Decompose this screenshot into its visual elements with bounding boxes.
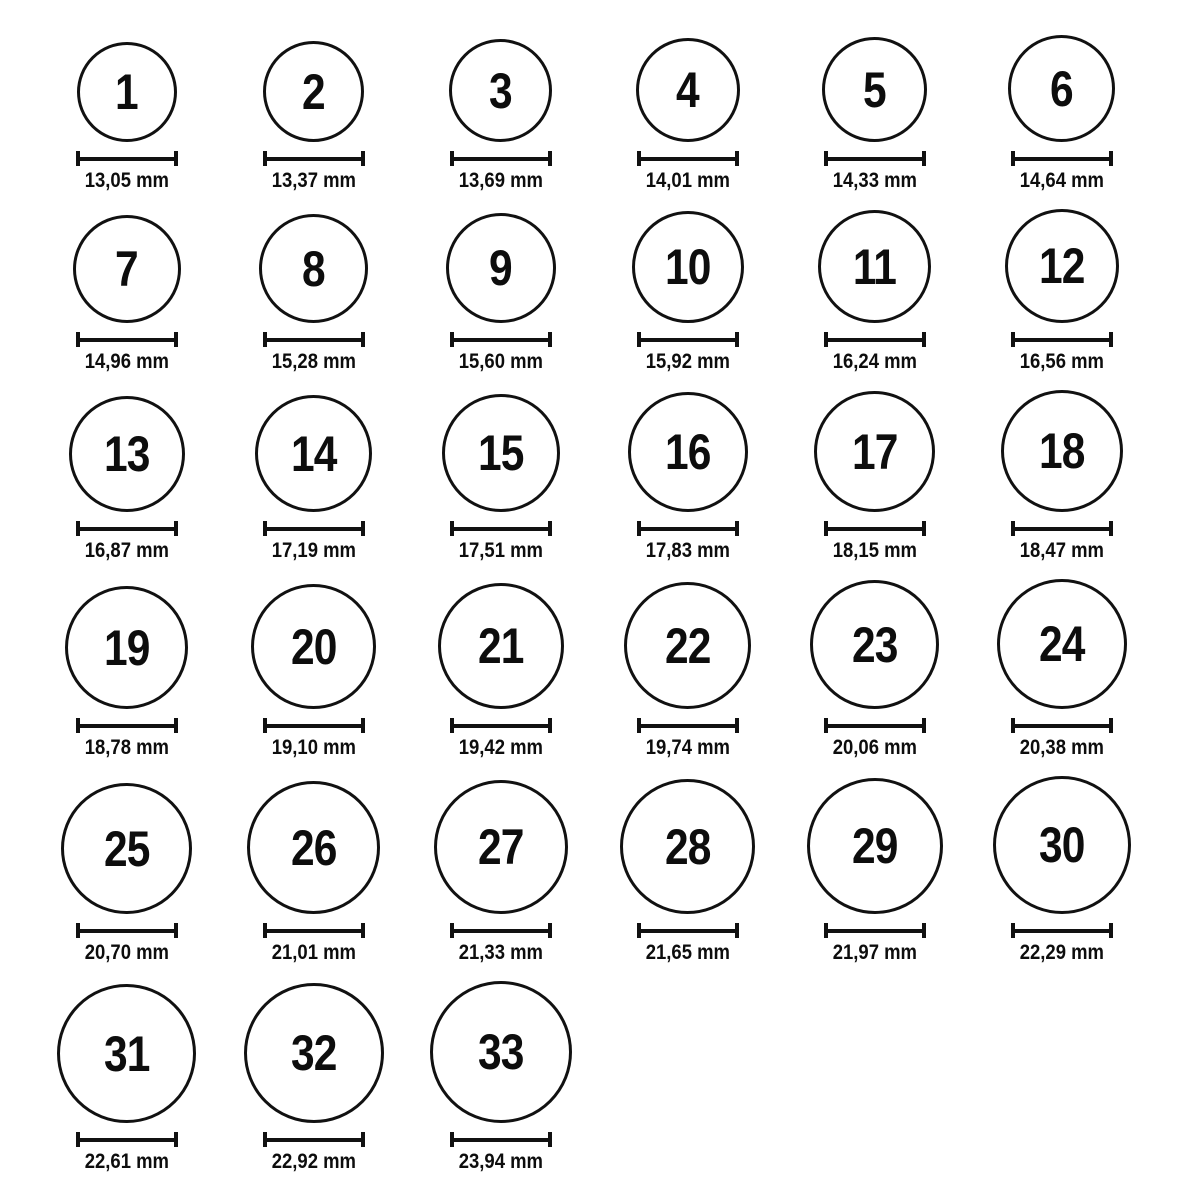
ring-size-cell — [220, 781, 407, 965]
diameter-label: 20,06 mm — [832, 736, 917, 759]
ring-size-cell — [220, 395, 407, 563]
measure-bar — [454, 724, 548, 728]
measure-bar — [267, 338, 361, 342]
ring-circle — [624, 582, 751, 709]
ring-size-cell — [594, 392, 781, 563]
ring-size-cell — [33, 783, 220, 965]
measure-bar — [828, 527, 922, 531]
ring-size-cell — [220, 41, 407, 193]
diameter-label: 15,60 mm — [458, 350, 543, 373]
ring-size-number: 18 — [1038, 423, 1085, 479]
ring-size-cell — [594, 38, 781, 193]
measure-bar — [828, 724, 922, 728]
ring-size-cell — [968, 390, 1155, 563]
measure-bar — [828, 929, 922, 933]
diameter-measure-line — [450, 521, 552, 536]
ring-size-cell — [407, 780, 594, 965]
ring-circle — [636, 38, 740, 142]
ring-size-number: 4 — [676, 62, 699, 118]
ring-circle — [259, 214, 368, 323]
measure-bar — [267, 724, 361, 728]
diameter-label: 16,87 mm — [84, 539, 169, 562]
measure-bar — [641, 527, 735, 531]
ring-size-number: 33 — [477, 1024, 524, 1080]
diameter-measure-line — [824, 718, 926, 733]
ring-size-number: 29 — [851, 818, 898, 874]
diameter-measure-line — [263, 923, 365, 938]
diameter-label: 13,69 mm — [458, 169, 543, 192]
measure-bar — [641, 157, 735, 161]
diameter-measure-line — [1011, 923, 1113, 938]
ring-circle — [446, 213, 556, 323]
ring-circle — [442, 394, 560, 512]
diameter-label: 20,38 mm — [1019, 736, 1104, 759]
ring-size-cell — [594, 779, 781, 965]
diameter-label: 13,37 mm — [271, 169, 356, 192]
ring-circle — [57, 984, 196, 1123]
measure-bar — [641, 724, 735, 728]
diameter-label: 16,24 mm — [832, 350, 917, 373]
diameter-measure-line — [637, 332, 739, 347]
diameter-measure-line — [637, 151, 739, 166]
measure-bar — [828, 157, 922, 161]
diameter-label: 15,28 mm — [271, 350, 356, 373]
ring-size-number: 6 — [1050, 60, 1073, 117]
diameter-measure-line — [450, 332, 552, 347]
measure-bar — [1015, 338, 1109, 342]
measure-bar — [80, 724, 174, 728]
ring-size-number: 1 — [115, 64, 138, 120]
ring-size-number: 9 — [489, 240, 512, 296]
ring-size-number: 10 — [664, 239, 711, 295]
ring-circle — [65, 586, 188, 709]
diameter-label: 17,19 mm — [271, 539, 356, 562]
diameter-measure-line — [263, 151, 365, 166]
diameter-measure-line — [1011, 718, 1113, 733]
ring-row — [0, 390, 1200, 563]
ring-size-cell — [220, 214, 407, 374]
diameter-label: 15,92 mm — [645, 350, 730, 373]
ring-circle — [1005, 209, 1119, 323]
ring-row — [0, 579, 1200, 760]
ring-circle — [77, 42, 177, 142]
diameter-label: 16,56 mm — [1019, 350, 1104, 373]
diameter-label: 19,74 mm — [645, 736, 730, 759]
diameter-measure-line — [637, 521, 739, 536]
ring-circle — [818, 210, 931, 323]
measure-bar — [80, 929, 174, 933]
measure-bar — [454, 527, 548, 531]
ring-size-cell — [594, 211, 781, 374]
ring-size-cell — [33, 396, 220, 563]
diameter-measure-line — [76, 151, 178, 166]
ring-size-number: 27 — [477, 819, 524, 875]
measure-bar — [1015, 527, 1109, 531]
measure-bar — [267, 929, 361, 933]
ring-size-number: 24 — [1038, 616, 1085, 672]
measure-bar — [267, 157, 361, 161]
diameter-label: 21,65 mm — [645, 941, 730, 964]
ring-size-number: 8 — [302, 240, 325, 297]
ring-size-cell — [781, 37, 968, 193]
ring-size-number: 3 — [489, 62, 512, 119]
ring-size-cell — [220, 584, 407, 760]
diameter-label: 14,64 mm — [1019, 169, 1104, 192]
ring-size-number: 7 — [115, 241, 138, 297]
ring-size-number: 13 — [103, 426, 150, 482]
diameter-measure-line — [76, 718, 178, 733]
measure-bar — [454, 157, 548, 161]
ring-size-number: 22 — [664, 617, 711, 674]
diameter-label: 23,94 mm — [458, 1150, 543, 1173]
ring-circle — [247, 781, 380, 914]
diameter-label: 21,33 mm — [458, 941, 543, 964]
measure-bar — [80, 527, 174, 531]
ring-size-number: 12 — [1038, 238, 1085, 294]
ring-size-number: 15 — [477, 425, 524, 481]
ring-circle — [430, 981, 572, 1123]
ring-size-cell — [33, 984, 220, 1174]
ring-size-cell — [781, 778, 968, 965]
ring-size-cell — [33, 215, 220, 374]
ring-size-number: 14 — [290, 425, 337, 482]
diameter-label: 19,10 mm — [271, 736, 356, 759]
ring-row — [0, 776, 1200, 965]
ring-circle — [73, 215, 181, 323]
ring-circle — [1001, 390, 1123, 512]
diameter-measure-line — [76, 521, 178, 536]
ring-size-number: 21 — [477, 618, 524, 674]
ring-size-cell — [968, 35, 1155, 193]
diameter-label: 20,70 mm — [84, 941, 169, 964]
ring-size-number: 30 — [1038, 817, 1085, 873]
diameter-measure-line — [450, 151, 552, 166]
ring-circle — [807, 778, 943, 914]
measure-bar — [641, 929, 735, 933]
ring-circle — [438, 583, 564, 709]
ring-size-number: 17 — [851, 423, 898, 480]
diameter-label: 18,78 mm — [84, 736, 169, 759]
ring-circle — [1008, 35, 1115, 142]
ring-circle — [632, 211, 744, 323]
ring-circle — [61, 783, 192, 914]
ring-size-number: 28 — [664, 818, 711, 875]
ring-size-cell — [33, 42, 220, 193]
diameter-measure-line — [450, 923, 552, 938]
diameter-measure-line — [450, 1132, 552, 1147]
diameter-label: 22,29 mm — [1019, 941, 1104, 964]
diameter-measure-line — [76, 1132, 178, 1147]
ring-size-number: 20 — [290, 618, 337, 675]
ring-size-cell — [968, 776, 1155, 965]
diameter-label: 13,05 mm — [84, 169, 169, 192]
ring-size-cell — [407, 213, 594, 374]
measure-bar — [454, 1138, 548, 1142]
ring-circle — [434, 780, 568, 914]
diameter-measure-line — [824, 923, 926, 938]
measure-bar — [454, 338, 548, 342]
ring-size-cell — [968, 579, 1155, 760]
ring-circle — [628, 392, 748, 512]
ring-circle — [814, 391, 935, 512]
diameter-label: 17,51 mm — [458, 539, 543, 562]
ring-circle — [69, 396, 185, 512]
ring-circle — [620, 779, 755, 914]
ring-size-number: 11 — [852, 238, 897, 295]
measure-bar — [80, 338, 174, 342]
ring-circle — [251, 584, 376, 709]
ring-size-number: 25 — [103, 820, 150, 877]
ring-size-cell — [407, 583, 594, 760]
diameter-label: 14,33 mm — [832, 169, 917, 192]
diameter-measure-line — [263, 332, 365, 347]
diameter-label: 14,96 mm — [84, 350, 169, 373]
ring-size-cell — [781, 391, 968, 563]
ring-row — [0, 209, 1200, 374]
diameter-measure-line — [824, 151, 926, 166]
ring-size-cell — [33, 586, 220, 760]
measure-bar — [267, 1138, 361, 1142]
ring-circle — [997, 579, 1127, 709]
diameter-measure-line — [824, 332, 926, 347]
ring-size-number: 5 — [863, 61, 886, 118]
measure-bar — [1015, 929, 1109, 933]
ring-circle — [255, 395, 372, 512]
diameter-measure-line — [637, 923, 739, 938]
diameter-label: 14,01 mm — [645, 169, 730, 192]
diameter-measure-line — [1011, 521, 1113, 536]
measure-bar — [641, 338, 735, 342]
diameter-label: 19,42 mm — [458, 736, 543, 759]
measure-bar — [80, 1138, 174, 1142]
ring-size-cell — [781, 210, 968, 374]
ring-row — [0, 981, 1200, 1174]
ring-size-cell — [407, 981, 594, 1174]
measure-bar — [80, 157, 174, 161]
diameter-measure-line — [263, 521, 365, 536]
ring-size-number: 19 — [103, 619, 150, 676]
ring-circle — [449, 39, 552, 142]
ring-size-cell — [407, 39, 594, 193]
ring-circle — [822, 37, 927, 142]
measure-bar — [1015, 157, 1109, 161]
diameter-measure-line — [824, 521, 926, 536]
ring-size-number: 2 — [302, 63, 325, 120]
ring-row — [0, 35, 1200, 193]
ring-size-number: 31 — [103, 1025, 150, 1082]
ring-size-cell — [594, 582, 781, 760]
diameter-measure-line — [76, 332, 178, 347]
diameter-measure-line — [1011, 332, 1113, 347]
diameter-label: 22,61 mm — [84, 1150, 169, 1173]
diameter-label: 21,97 mm — [832, 941, 917, 964]
ring-circle — [810, 580, 939, 709]
ring-circle — [993, 776, 1131, 914]
ring-size-cell — [968, 209, 1155, 374]
ring-size-number: 16 — [664, 424, 711, 480]
diameter-label: 18,15 mm — [832, 539, 917, 562]
diameter-measure-line — [263, 1132, 365, 1147]
diameter-label: 18,47 mm — [1019, 539, 1104, 562]
diameter-label: 21,01 mm — [271, 941, 356, 964]
measure-bar — [1015, 724, 1109, 728]
ring-size-cell — [781, 580, 968, 760]
diameter-measure-line — [637, 718, 739, 733]
measure-bar — [267, 527, 361, 531]
ring-size-cell — [220, 983, 407, 1174]
diameter-label: 17,83 mm — [645, 539, 730, 562]
measure-bar — [828, 338, 922, 342]
diameter-measure-line — [450, 718, 552, 733]
ring-size-number: 23 — [851, 616, 898, 673]
diameter-measure-line — [1011, 151, 1113, 166]
ring-circle — [263, 41, 364, 142]
diameter-measure-line — [263, 718, 365, 733]
diameter-measure-line — [76, 923, 178, 938]
measure-bar — [454, 929, 548, 933]
ring-size-number: 26 — [290, 819, 337, 876]
ring-size-cell — [407, 394, 594, 563]
ring-size-number: 32 — [290, 1025, 337, 1081]
ring-circle — [244, 983, 384, 1123]
diameter-label: 22,92 mm — [271, 1150, 356, 1173]
